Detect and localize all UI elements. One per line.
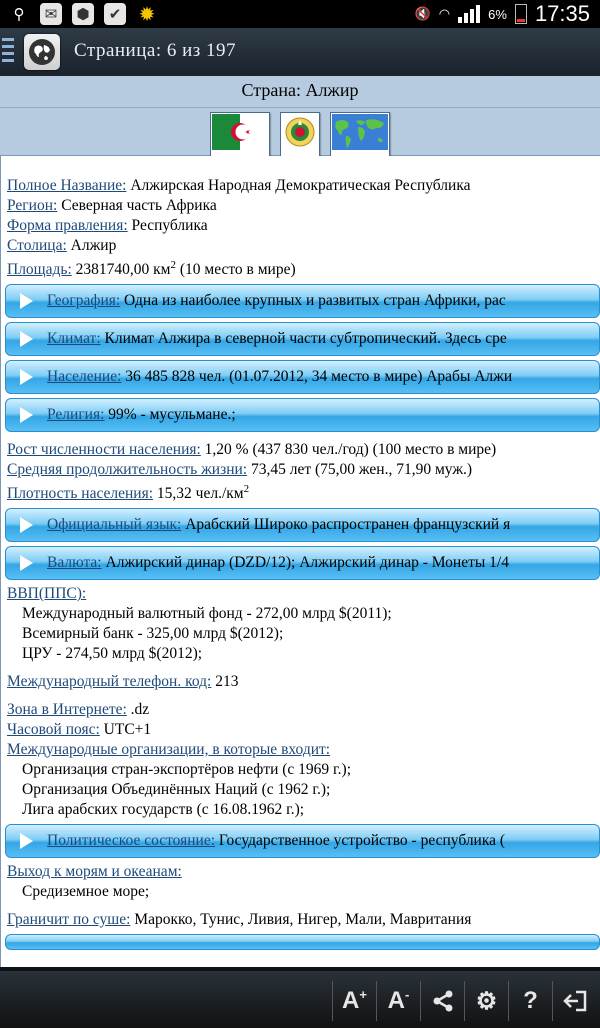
government-label[interactable]: Форма правления:: [7, 217, 128, 234]
internet-zone-label[interactable]: Зона в Интернете:: [7, 701, 127, 718]
sea-access-row: [7, 862, 594, 882]
font-increase-icon[interactable]: A +: [332, 981, 376, 1021]
settings-icon[interactable]: ⚙: [464, 981, 508, 1021]
exit-icon[interactable]: [552, 981, 596, 1021]
mail-icon: ✉: [40, 3, 62, 25]
government-value: Республика: [127, 217, 208, 234]
land-borders-row: [7, 910, 594, 930]
language-expander[interactable]: [5, 508, 600, 542]
land-borders-value: Марокко, Тунис, Ливия, Нигер, Мали, Мавритания: [130, 911, 472, 928]
area-label[interactable]: Площадь:: [7, 261, 72, 278]
capital-label[interactable]: Столица:: [7, 237, 67, 254]
timezone-label[interactable]: Часовой пояс:: [7, 721, 100, 738]
menu-icon[interactable]: [2, 38, 14, 66]
life-expectancy-label[interactable]: Средняя продолжительность жизни:: [7, 461, 248, 478]
region-row: [7, 196, 594, 216]
gdp-line: Международный валютный фонд - 272,00 млрд $(2011);: [22, 605, 392, 622]
wifi-icon: ◠: [438, 6, 451, 21]
page-counter: Страница: 6 из 197: [74, 40, 237, 61]
country-title: Страна: Алжир: [241, 80, 359, 100]
population-growth-value: 1,20 % (437 830 чел./год) (100 место в мире): [200, 441, 497, 458]
app-title-bar: [0, 28, 600, 76]
population-label: Население:: [47, 368, 122, 385]
climate-value: Климат Алжира в северной части субтропический. Здесь сре: [100, 330, 507, 347]
check-icon: ✔: [104, 3, 126, 25]
language-value: Арабский Широко распространен французский я: [181, 516, 511, 533]
signal-icon: [458, 5, 480, 23]
app-notification-icon: ⬢: [72, 3, 94, 25]
sea-item: Средиземное море;: [22, 883, 150, 900]
capital-value: Алжир: [66, 237, 117, 254]
full-name-label[interactable]: Полное Название:: [7, 177, 127, 194]
population-growth-row: [7, 440, 594, 460]
play-icon: [20, 407, 33, 423]
gdp-line: Всемирный банк - 325,00 млрд $(2012);: [22, 625, 284, 642]
population-growth-label[interactable]: Рост численности населения:: [7, 441, 201, 458]
emblem-button[interactable]: [280, 112, 320, 157]
full-name-row: [7, 176, 594, 196]
algeria-flag-icon: [212, 114, 268, 150]
area-row: [7, 260, 594, 280]
politics-value: Государственное устройство - республика (: [215, 832, 506, 849]
mute-icon: 🔇: [414, 6, 431, 21]
world-map-icon: [332, 114, 388, 150]
politics-expander[interactable]: [5, 824, 600, 858]
government-row: [7, 216, 594, 236]
density-label[interactable]: Плотность населения:: [7, 485, 154, 502]
clock: 17:35: [534, 1, 590, 26]
phone-code-row: [7, 672, 594, 692]
globe-app-icon[interactable]: [24, 34, 60, 70]
currency-expander[interactable]: [5, 546, 600, 580]
geography-expander[interactable]: [5, 284, 600, 318]
organization-item: Организация стран-экспортёров нефти (с 1969 г.);: [22, 761, 352, 778]
country-header: [0, 76, 600, 156]
density-value: 15,32 чел./км: [153, 485, 244, 502]
organizations-label[interactable]: Международные организации, в которые входит:: [7, 741, 331, 758]
life-expectancy-value: 73,45 лет (75,00 жен., 71,90 муж.): [247, 461, 473, 478]
play-icon: [20, 833, 33, 849]
climate-expander[interactable]: [5, 322, 600, 356]
sea-access-label[interactable]: Выход к морям и океанам:: [7, 863, 182, 880]
region-label[interactable]: Регион:: [7, 197, 58, 214]
status-bar: [0, 0, 600, 28]
organizations-row: [7, 740, 594, 760]
politics-label: Политическое состояние:: [47, 832, 216, 849]
phone-code-label[interactable]: Международный телефон. код:: [7, 673, 212, 690]
region-value: Северная часть Африка: [57, 197, 217, 214]
map-button[interactable]: [330, 112, 390, 157]
life-expectancy-row: [7, 460, 594, 480]
land-borders-label[interactable]: Граничит по суше:: [7, 911, 131, 928]
organization-item: Организация Объединённых Наций (с 1962 г.);: [22, 781, 331, 798]
coat-of-arms-icon: [282, 114, 318, 150]
currency-label: Валюта:: [47, 554, 102, 571]
internet-zone-value: .dz: [126, 701, 150, 718]
gdp-row: [7, 584, 594, 604]
capital-row: [7, 236, 594, 256]
language-label: Официальный язык:: [47, 516, 182, 533]
religion-value: 99% - мусульмане.;: [104, 406, 236, 423]
religion-expander[interactable]: [5, 398, 600, 432]
bottom-toolbar: [0, 967, 600, 1028]
area-value: 2381740,00 км: [71, 261, 171, 278]
play-icon: [20, 555, 33, 571]
country-info-panel[interactable]: [0, 156, 600, 967]
share-icon[interactable]: [420, 981, 464, 1021]
climate-label: Климат:: [47, 330, 101, 347]
organization-item: Лига арабских государств (с 16.08.1962 г.);: [22, 801, 305, 818]
population-expander[interactable]: [5, 360, 600, 394]
flag-button[interactable]: [210, 112, 270, 157]
density-row: [7, 484, 594, 504]
usb-icon: ⚲: [13, 6, 25, 23]
play-icon: [20, 293, 33, 309]
population-value: 36 485 828 чел. (01.07.2012, 34 место в мире) Арабы Алжи: [121, 368, 513, 385]
font-decrease-icon[interactable]: A -: [376, 981, 420, 1021]
geography-label: География:: [47, 292, 121, 309]
battery-icon: [515, 4, 527, 24]
timezone-value: UTC+1: [99, 721, 152, 738]
internet-zone-row: [7, 700, 594, 720]
play-icon: [20, 517, 33, 533]
play-icon: [20, 369, 33, 385]
area-rank: (10 место в мире): [175, 261, 296, 278]
battery-percent: 6%: [488, 6, 507, 22]
gdp-label[interactable]: ВВП(ППС):: [7, 585, 87, 602]
phone-code-value: 213: [211, 673, 239, 690]
gear-notification-icon: ✹: [138, 3, 156, 26]
gdp-line: ЦРУ - 274,50 млрд $(2012);: [22, 645, 203, 662]
religion-label: Религия:: [47, 406, 105, 423]
full-name-value: Алжирская Народная Демократическая Республика: [126, 177, 471, 194]
currency-value: Алжирский динар (DZD/12); Алжирский динар - Монеты 1/4: [101, 554, 509, 571]
timezone-row: [7, 720, 594, 740]
density-sup: 2: [243, 484, 250, 495]
geography-value: Одна из наиболее крупных и развитых стран Африки, рас: [120, 292, 506, 309]
play-icon: [20, 331, 33, 347]
area-sup: 2: [170, 260, 176, 271]
help-icon[interactable]: ?: [508, 981, 552, 1021]
next-expander-partial[interactable]: [5, 934, 600, 950]
